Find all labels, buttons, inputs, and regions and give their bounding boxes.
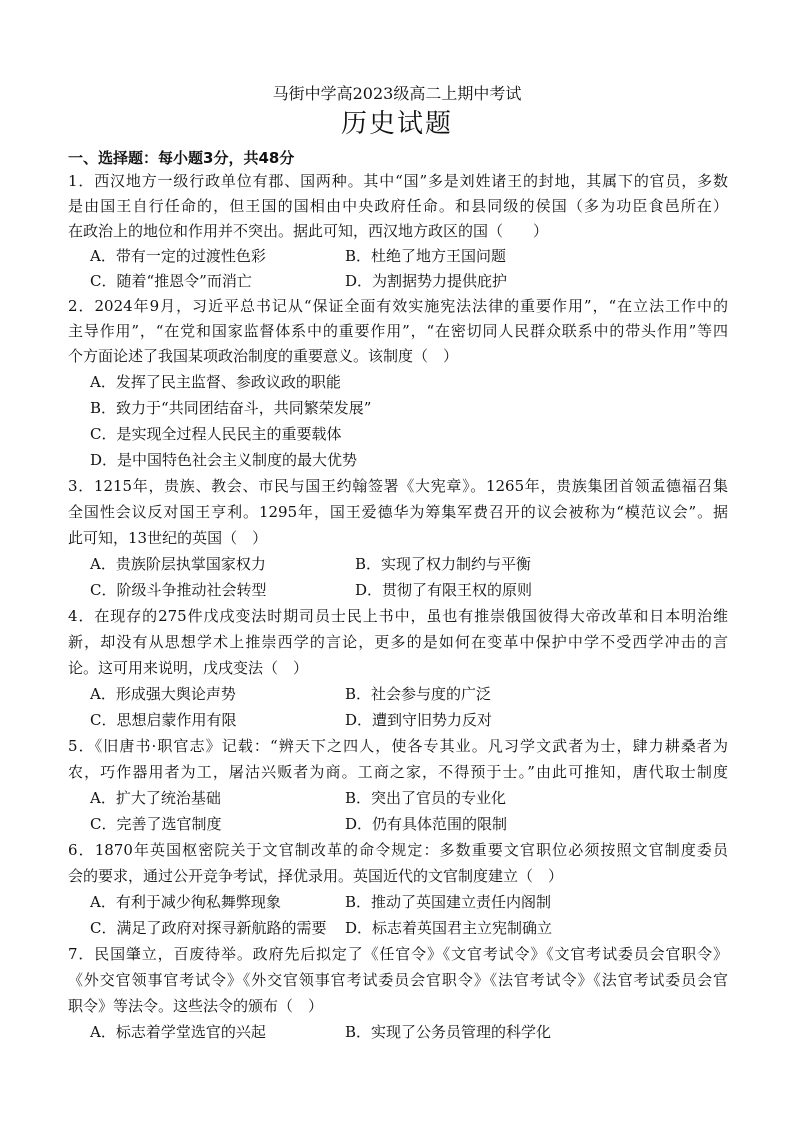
question-3-option-b: B．实现了权力制约与平衡 — [355, 555, 532, 573]
question-1-line-2: 是由国王自行任命的，但王国的国相由中央政府任命。和县同级的侯国（多为功臣食邑所在） — [68, 197, 728, 215]
question-7-line-1: 7．民国肇立，百废待举。政府先后拟定了《任官令》《文官考试令》《文官考试委员会官职令》 — [68, 945, 728, 963]
question-4-option-a: A．形成强大舆论声势 — [90, 685, 236, 703]
exam-title: 马街中学高2023级高二上期中考试 — [272, 84, 522, 103]
question-6-option-b: B．推动了英国建立责任内阁制 — [345, 893, 552, 911]
subject-title: 历史试题 — [340, 109, 453, 139]
question-5-option-b: B．突出了官员的专业化 — [345, 789, 507, 807]
question-1-option-d: D．为割据势力提供庇护 — [345, 272, 508, 290]
question-7-line-3: 职令》等法令。这些法令的颁布（ ） — [68, 997, 324, 1015]
question-1-option-a: A．带有一定的过渡性色彩 — [90, 247, 266, 265]
question-5-option-c: C．完善了选官制度 — [90, 815, 222, 833]
question-6-line-2: 会的要求，通过公开竞争考试，择优录用。英国近代的文官制度建立（ ） — [68, 867, 564, 885]
question-2-option-c: C．是实现全过程人民民主的重要载体 — [90, 425, 342, 443]
question-2-line-3: 个方面论述了我国某项政治制度的重要意义。该制度（ ） — [68, 347, 459, 365]
question-3-option-d: D．贯彻了有限王权的原则 — [355, 581, 533, 599]
question-3-line-1: 3．1215年，贵族、教会、市民与国王约翰签署《大宪章》。1265年，贵族集团首领孟德福召集 — [68, 477, 728, 495]
question-4-line-1: 4．在现存的275件戊戌变法时期司员士民上书中，虽也有推崇俄国彼得大帝改革和日本明治维 — [68, 607, 728, 625]
question-6-option-d: D．标志着英国君主立宪制确立 — [345, 919, 553, 937]
question-3-option-a: A．贵族阶层执掌国家权力 — [90, 555, 266, 573]
question-2-line-2: 主导作用”，“在党和国家监督体系中的重要作用”，“在密切同人民群众联系中的带头作用”等四 — [68, 322, 728, 340]
question-6-option-a: A．有利于减少徇私舞弊现象 — [90, 893, 281, 911]
question-3-option-c: C．阶级斗争推动社会转型 — [90, 581, 267, 599]
question-5-line-2: 农，巧作器用者为工，屠沽兴贩者为商。工商之家，不得预于士。”由此可推知，唐代取士制度 — [68, 763, 728, 781]
question-2-option-d: D．是中国特色社会主义制度的最大优势 — [90, 451, 358, 469]
question-4-line-2: 新，却没有从思想学术上推崇西学的言论，更多的是如何在变革中保护中学不受西学冲击的言 — [68, 633, 728, 651]
question-5-option-d: D．仍有具体范围的限制 — [345, 815, 508, 833]
question-1-line-3: 在政治上的地位和作用并不突出。据此可知，西汉地方政区的国（ ） — [68, 222, 549, 240]
question-2-option-a: A．发挥了民主监督、参政议政的职能 — [90, 373, 341, 391]
question-6-line-1: 6．1870年英国枢密院关于文官制改革的命令规定：多数重要文官职位必须按照文官制度委员 — [68, 841, 728, 859]
question-7-option-a: A．标志着学堂选官的兴起 — [90, 1023, 266, 1041]
question-4-option-b: B．社会参与度的广泛 — [345, 685, 492, 703]
question-2-option-b: B．致力于“共同团结奋斗，共同繁荣发展” — [90, 399, 372, 417]
section-heading: 一、选择题：每小题3分，共48分 — [68, 149, 295, 167]
question-1-option-c: C．随着“推恩令”而消亡 — [90, 272, 252, 290]
question-4-option-c: C．思想启蒙作用有限 — [90, 711, 237, 729]
question-4-line-3: 论。这可用来说明，戊戌变法（ ） — [68, 659, 309, 677]
question-5-line-1: 5．《旧唐书·职官志》记载：“辨天下之四人，使各专其业。凡习学文武者为士，肆力耕桑者为 — [68, 737, 728, 755]
question-3-line-2: 全国性会议反对国王亨利。1295年，国王爱德华为筹集军费召开的议会被称为“模范议会”。据 — [68, 503, 728, 521]
question-7-line-2: 《外交官领事官考试令》《外交官领事官考试委员会官职令》《法官考试令》《法官考试委员会官 — [68, 971, 728, 989]
question-7-option-b: B．实现了公务员管理的科学化 — [345, 1023, 552, 1041]
question-3-line-3: 此可知，13世纪的英国（ ） — [68, 529, 268, 547]
question-2-line-1: 2．2024年9月，习近平总书记从“保证全面有效实施宪法法律的重要作用”，“在立法工作中的 — [68, 297, 728, 315]
question-4-option-d: D．遭到守旧势力反对 — [345, 711, 493, 729]
question-1-line-1: 1．西汉地方一级行政单位有郡、国两种。其中“国”多是刘姓诸王的封地，其属下的官员，多数 — [68, 172, 728, 190]
question-6-option-c: C．满足了政府对探寻新航路的需要 — [90, 919, 327, 937]
question-5-option-a: A．扩大了统治基础 — [90, 789, 221, 807]
question-1-option-b: B．杜绝了地方王国问题 — [345, 247, 507, 265]
